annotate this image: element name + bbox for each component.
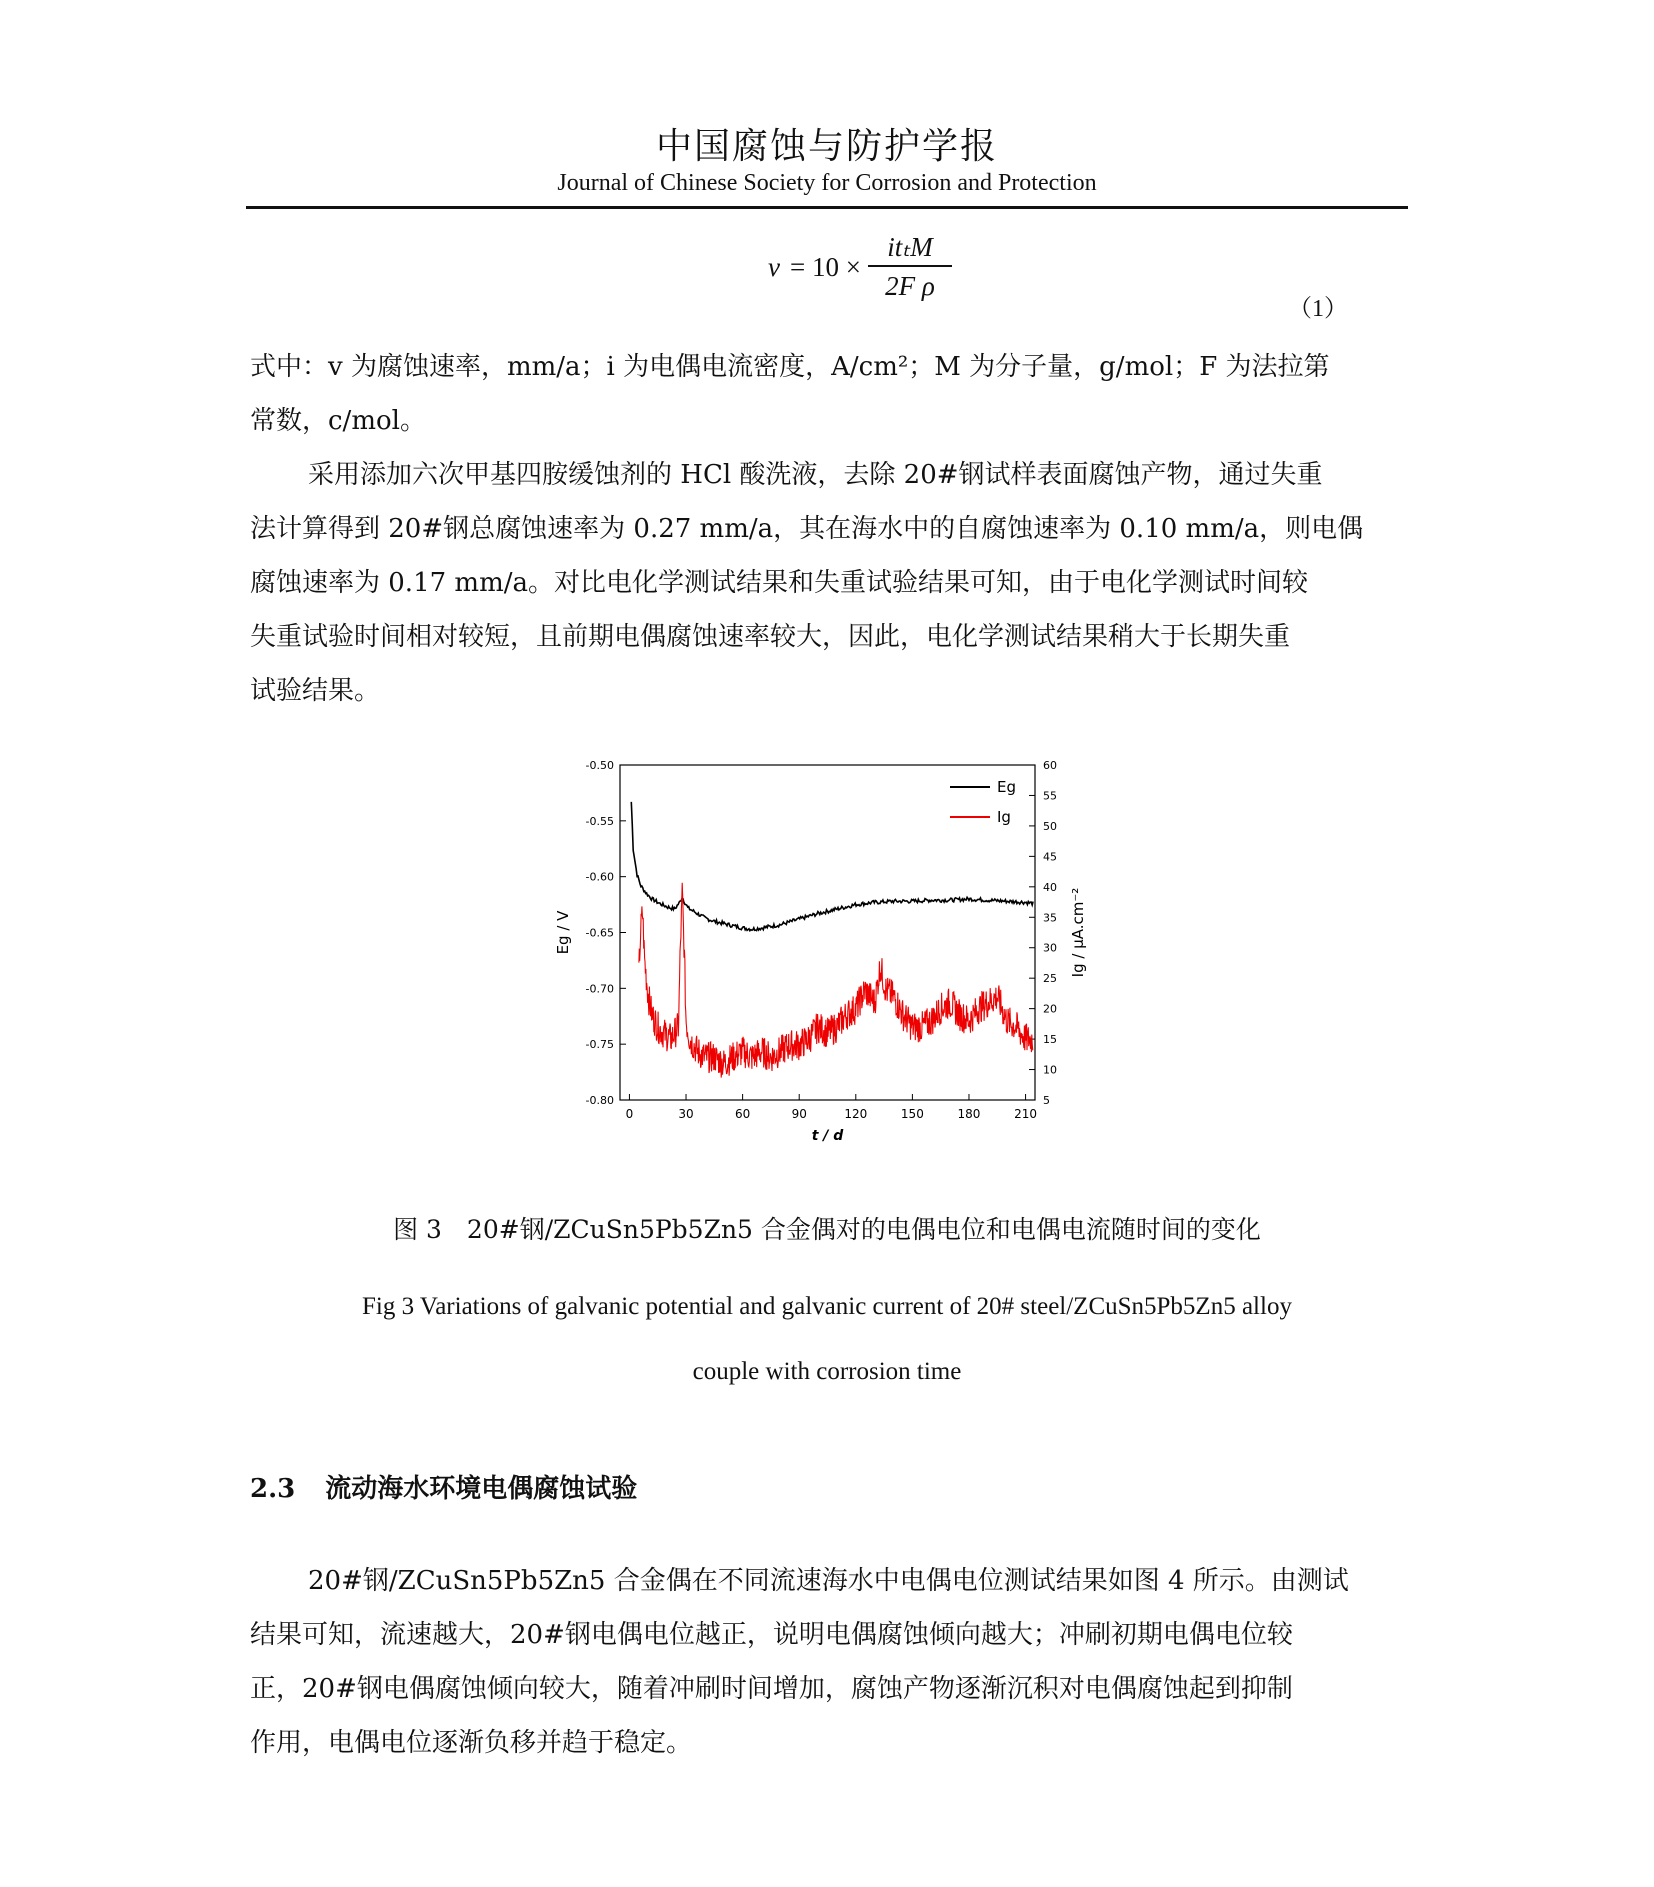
y-right-tick-label: 30 — [1043, 941, 1057, 955]
y-right-tick-label: 40 — [1043, 880, 1057, 894]
text-line: 式中：v 为腐蚀速率，mm/a；i 为电偶电流密度，A/cm²；M 为分子量，g/mol；F 为法拉第 — [250, 352, 1330, 382]
text-line: 作用，电偶电位逐渐负移并趋于稳定。 — [250, 1728, 693, 1758]
y-right-tick-label: 55 — [1043, 789, 1057, 803]
chart-svg — [540, 750, 1120, 1160]
equation-lhs: v — [768, 252, 780, 282]
figure-3-chart — [540, 750, 1120, 1160]
text-line: 正，20#钢电偶腐蚀倾向较大，随着冲刷时间增加，腐蚀产物逐渐沉积对电偶腐蚀起到抑制 — [250, 1674, 1293, 1704]
journal-title-cn: 中国腐蚀与防护学报 — [655, 126, 998, 167]
equation-number: （1） — [1288, 296, 1348, 322]
header-rule — [246, 206, 1408, 209]
x-tick-label: 90 — [791, 1107, 807, 1121]
y-left-tick-label: -0.75 — [585, 1038, 614, 1052]
y-left-tick-label: -0.55 — [585, 814, 614, 828]
y-right-tick-label: 10 — [1043, 1063, 1057, 1077]
series-line-eg — [631, 802, 1033, 931]
fraction-line — [868, 265, 952, 267]
figure-caption-en-continued: couple with corrosion time — [692, 1358, 962, 1385]
section-title: 流动海水环境电偶腐蚀试验 — [325, 1474, 638, 1504]
y-right-tick-label: 25 — [1043, 972, 1057, 986]
text-line: 失重试验时间相对较短，且前期电偶腐蚀速率较大，因此，电化学测试结果稍大于长期失重 — [250, 622, 1291, 652]
section-heading — [250, 1468, 637, 1505]
y-left-tick-label: -0.80 — [585, 1094, 614, 1107]
equation-denominator: 2F ρ — [885, 271, 935, 301]
x-axis-label: t / d — [811, 1128, 844, 1144]
y-right-axis-label: Ig / μA.cm⁻² — [1069, 887, 1087, 978]
equation — [768, 232, 988, 312]
x-tick-label: 210 — [1014, 1107, 1038, 1121]
figure-caption-cn: 图 3 20#钢/ZCuSn5Pb5Zn5 合金偶对的电偶电位和电偶电流随时间的变化 — [393, 1215, 1261, 1244]
y-right-tick-label: 50 — [1043, 819, 1057, 833]
y-right-tick-label: 35 — [1043, 911, 1057, 925]
text-line: 结果可知，流速越大，20#钢电偶电位越正，说明电偶腐蚀倾向越大；冲刷初期电偶电位较 — [250, 1620, 1293, 1650]
body-paragraph-1 — [250, 448, 1406, 718]
section-number: 2.3 — [250, 1474, 296, 1504]
text-line: 腐蚀速率为 0.17 mm/a。对比电化学测试结果和失重试验结果可知，由于电化学测试时间较 — [250, 568, 1308, 598]
text-line: 试验结果。 — [250, 676, 381, 706]
y-right-tick-label: 60 — [1043, 759, 1057, 772]
y-left-tick-label: -0.60 — [585, 870, 614, 884]
x-tick-label: 30 — [678, 1107, 694, 1121]
y-left-tick-label: -0.50 — [585, 759, 614, 772]
x-tick-label: 180 — [957, 1107, 981, 1121]
y-left-axis-label: Eg / V — [554, 910, 572, 955]
x-tick-label: 0 — [625, 1107, 634, 1121]
text-line: 法计算得到 20#钢总腐蚀速率为 0.27 mm/a，其在海水中的自腐蚀速率为 0.10 mm/a，则电偶 — [250, 514, 1364, 544]
legend-label-eg: Eg — [997, 778, 1016, 796]
text-line: 采用添加六次甲基四胺缓蚀剂的 HCl 酸洗液，去除 20#钢试样表面腐蚀产物，通过失重 — [308, 460, 1323, 490]
text-line: 20#钢/ZCuSn5Pb5Zn5 合金偶在不同流速海水中电偶电位测试结果如图 4 所示。由测试 — [308, 1566, 1349, 1596]
y-left-tick-label: -0.65 — [585, 926, 614, 940]
equation-numerator: itₜM — [887, 232, 933, 262]
journal-title-en: Journal of Chinese Society for Corrosion and Protection — [557, 170, 1097, 196]
y-right-tick-label: 20 — [1043, 1002, 1057, 1016]
x-tick-label: 120 — [844, 1107, 868, 1121]
plot-frame — [620, 765, 1035, 1100]
y-right-tick-label: 45 — [1043, 850, 1057, 864]
legend-label-ig: Ig — [997, 808, 1011, 826]
y-right-tick-label: 15 — [1043, 1033, 1057, 1047]
x-tick-label: 60 — [734, 1107, 751, 1121]
equation-fraction — [868, 232, 952, 302]
equation-operator: = 10 × — [790, 252, 861, 282]
body-paragraph-2 — [250, 1554, 1406, 1770]
series-line-ig — [639, 883, 1033, 1078]
y-right-tick-label: 5 — [1043, 1094, 1050, 1107]
x-tick-label: 150 — [900, 1107, 924, 1121]
y-left-tick-label: -0.70 — [585, 982, 614, 996]
figure-caption-en: Fig 3 Variations of galvanic potential and galvanic current of 20# steel/ZCuSn5Pb5Zn5 alloy — [362, 1293, 1292, 1320]
definitions-paragraph — [250, 340, 1406, 448]
text-line: 常数，c/mol。 — [250, 406, 426, 436]
